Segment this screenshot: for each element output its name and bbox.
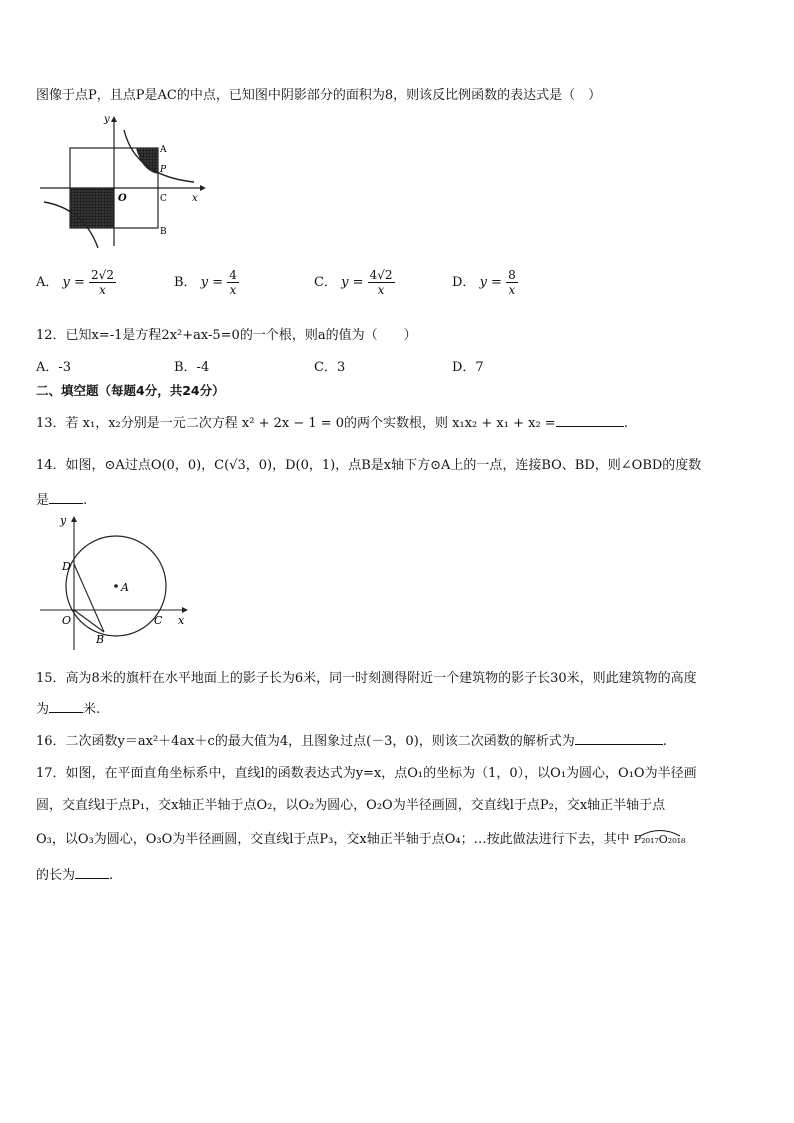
q12-option-c: C．3 <box>314 360 346 375</box>
arc-label: P₂₀₁₇O₂₀₁₈ <box>633 833 686 846</box>
q11-option-b: B． y = $\frac{4}{x}$ <box>174 268 237 297</box>
arc-symbol-icon <box>638 827 682 837</box>
label-O: O <box>118 193 127 204</box>
center-A-point <box>114 584 118 588</box>
shaded-region-lower-left <box>70 188 114 228</box>
q17-line3: O₃，以O₃为圆心，O₃O为半径画圆，交直线l于点P₃，交x轴正半轴于点O₄；…按此做法进行下去，其中 P₂₀₁₇O₂₀₁₈ <box>36 828 685 847</box>
q12-stem: 12．已知x=-1是方程2x²+ax-5=0的一个根，则a的值为（ ） <box>36 328 417 343</box>
segment-BD <box>74 564 104 632</box>
q16: 16．二次函数y＝ax²＋4ax＋c的最大值为4，且图象过点(－3，0)，则该二次函数的解析式为 . <box>36 734 667 749</box>
label-x: x <box>192 193 198 204</box>
q11-option-c: C． y = $\frac{4√2}{x}$ <box>314 268 393 297</box>
q14-line1: 14．如图，⊙A过点O(0，0)，C(√3，0)，D(0，1)，点B是x轴下方⊙A上的一点，连接BO、BD，则∠OBD的度数 <box>36 458 702 473</box>
answer-blank <box>49 503 83 504</box>
label-A: A <box>121 581 129 594</box>
answer-blank <box>75 878 109 879</box>
label-y: y <box>60 514 67 527</box>
q11-stem: 图像于点P，且点P是AC的中点，已知图中阴影部分的面积为8，则该反比例函数的表达式是（ ） <box>36 88 602 103</box>
answer-blank <box>556 426 624 427</box>
q17-line4: 的长为 . <box>36 868 114 883</box>
label-D: D <box>62 560 71 573</box>
label-x: x <box>178 614 185 627</box>
answer-blank <box>575 744 663 745</box>
q15-line1: 15．高为8米的旗杆在水平地面上的影子长为6米，同一时刻测得附近一个建筑物的影子长30米，则此建筑物的高度 <box>36 671 697 686</box>
answer-blank <box>49 712 83 713</box>
q17-line1: 17．如图，在平面直角坐标系中，直线l的函数表达式为y=x，点O₁的坐标为（1，0），以O₁为圆心，O₁O为半径画 <box>36 766 697 781</box>
q12-option-a: A．-3 <box>36 360 72 375</box>
label-B: B <box>96 633 105 646</box>
hyperbola-upper-branch <box>124 130 194 182</box>
label-C: C <box>160 194 167 204</box>
label-y: y <box>104 114 110 125</box>
label-O: O <box>62 614 72 627</box>
q14-figure <box>36 512 196 654</box>
section-heading-fill-in: 二、填空题（每题4分，共24分） <box>36 383 225 398</box>
label-P: P <box>160 165 167 175</box>
q11-option-a: A． y = $\frac{2√2}{x}$ <box>36 268 114 297</box>
q15-line2: 为 米. <box>36 702 101 717</box>
q17-line2: 圆，交直线l于点P₁，交x轴正半轴于点O₂，以O₂为圆心，O₂O为半径画圆，交直线l于点P₂，交x轴正半轴于点 <box>36 798 666 813</box>
q12-option-b: B．-4 <box>174 360 210 375</box>
q12-option-d: D．7 <box>452 360 484 375</box>
q13: 13．若 x₁，x₂分别是一元二次方程 x² + 2x − 1 = 0的两个实数根，则 x₁x₂ + x₁ + x₂ = . <box>36 416 628 431</box>
label-B: B <box>160 227 167 237</box>
label-C: C <box>154 614 163 627</box>
q14-line2: 是 . <box>36 493 88 508</box>
label-A: A <box>160 145 167 155</box>
q11-option-d: D． y = $\frac{8}{x}$ <box>452 268 516 297</box>
q11-figure <box>36 112 216 252</box>
